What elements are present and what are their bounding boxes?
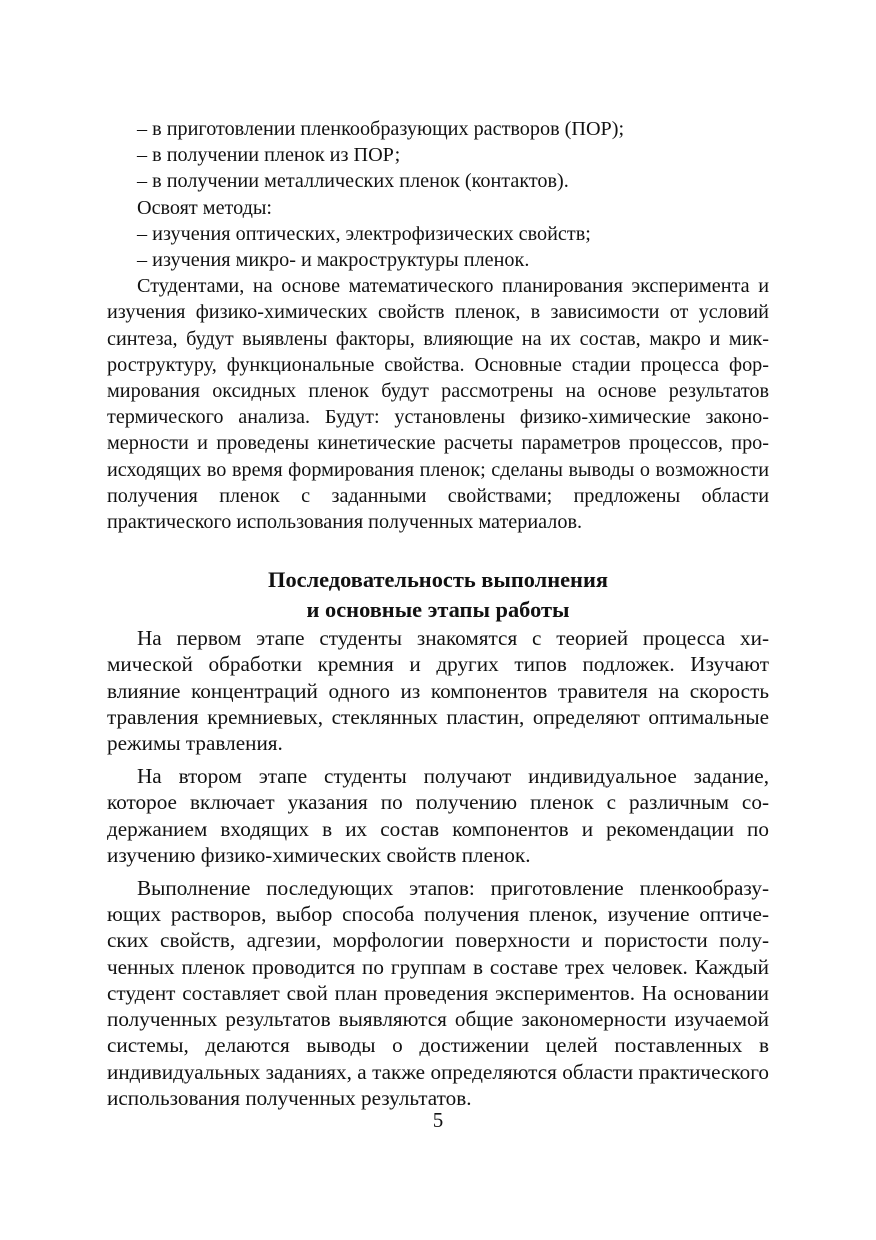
- section-title-line-2: и основные этапы работы: [306, 597, 570, 623]
- list-item: – в получении металлических пленок (контактов).: [137, 170, 569, 193]
- section-body: [107, 625, 769, 1111]
- section-paragraph: На втором этапе студенты получают индивидуальное задание, которое включает указания по получению пленок с различным содержанием входящих в их состав компонентов и рекомендации по изучению физико-химических свойств пленок.: [107, 764, 769, 867]
- list-item: – изучения оптических, электрофизических свойств;: [137, 222, 591, 245]
- list-item: – в приготовлении пленкообразующих растворов (ПОР);: [137, 118, 625, 140]
- list-item: – в получении пленок из ПОР;: [137, 144, 401, 167]
- intro-paragraph: Студентами, на основе математического планирования эксперимента и изучения физико-химических свойств пленок, в зависимости от условий синтеза, будут выявлены факторы, влияющие на их состав, макро и микроструктуру, функциональные свойства. Основные стадии процесса формирования оксидных пленок будут рассмотрены на основе результатов термического анализа. Будут: установлены физико-химические закономерности и проведены кинетические расчеты параметров процессов, происходящих во время формирования пленок; сделаны выводы о возможности получения пленок с заданными свойствами; предложены области практического использования полученных материалов.: [107, 275, 769, 534]
- list-item: – изучения микро- и макроструктуры пленок.: [137, 249, 530, 272]
- section-paragraph: Выполнение последующих этапов: приготовление пленкообразующих растворов, выбор способа получения пленок, изучение оптических свойств, адгезии, морфологии поверхности и пористости полученных пленок проводится по группам в составе трех человек. Каждый студент составляет свой план проведения экспериментов. На основании полученных результатов выявляются общие закономерности изучаемой системы, делаются выводы о достижении целей поставленных в индивидуальных заданиях, а также определяются области практического использования полученных результатов.: [107, 876, 769, 1110]
- section-title: [107, 565, 769, 625]
- page-content: [107, 116, 769, 1111]
- section-paragraph: На первом этапе студенты знакомятся с теорией процесса химической обработки кремния и других типов подложек. Изучают влияние концентраций одного из компонентов травителя на скорость травления кремниевых, стеклянных пластин, определяют оптимальные режимы травления.: [107, 626, 769, 756]
- methods-heading: Освоят методы:: [137, 196, 273, 219]
- page-number: 5: [432, 1108, 444, 1132]
- section-title-line-1: Последовательность выполнения: [268, 567, 608, 593]
